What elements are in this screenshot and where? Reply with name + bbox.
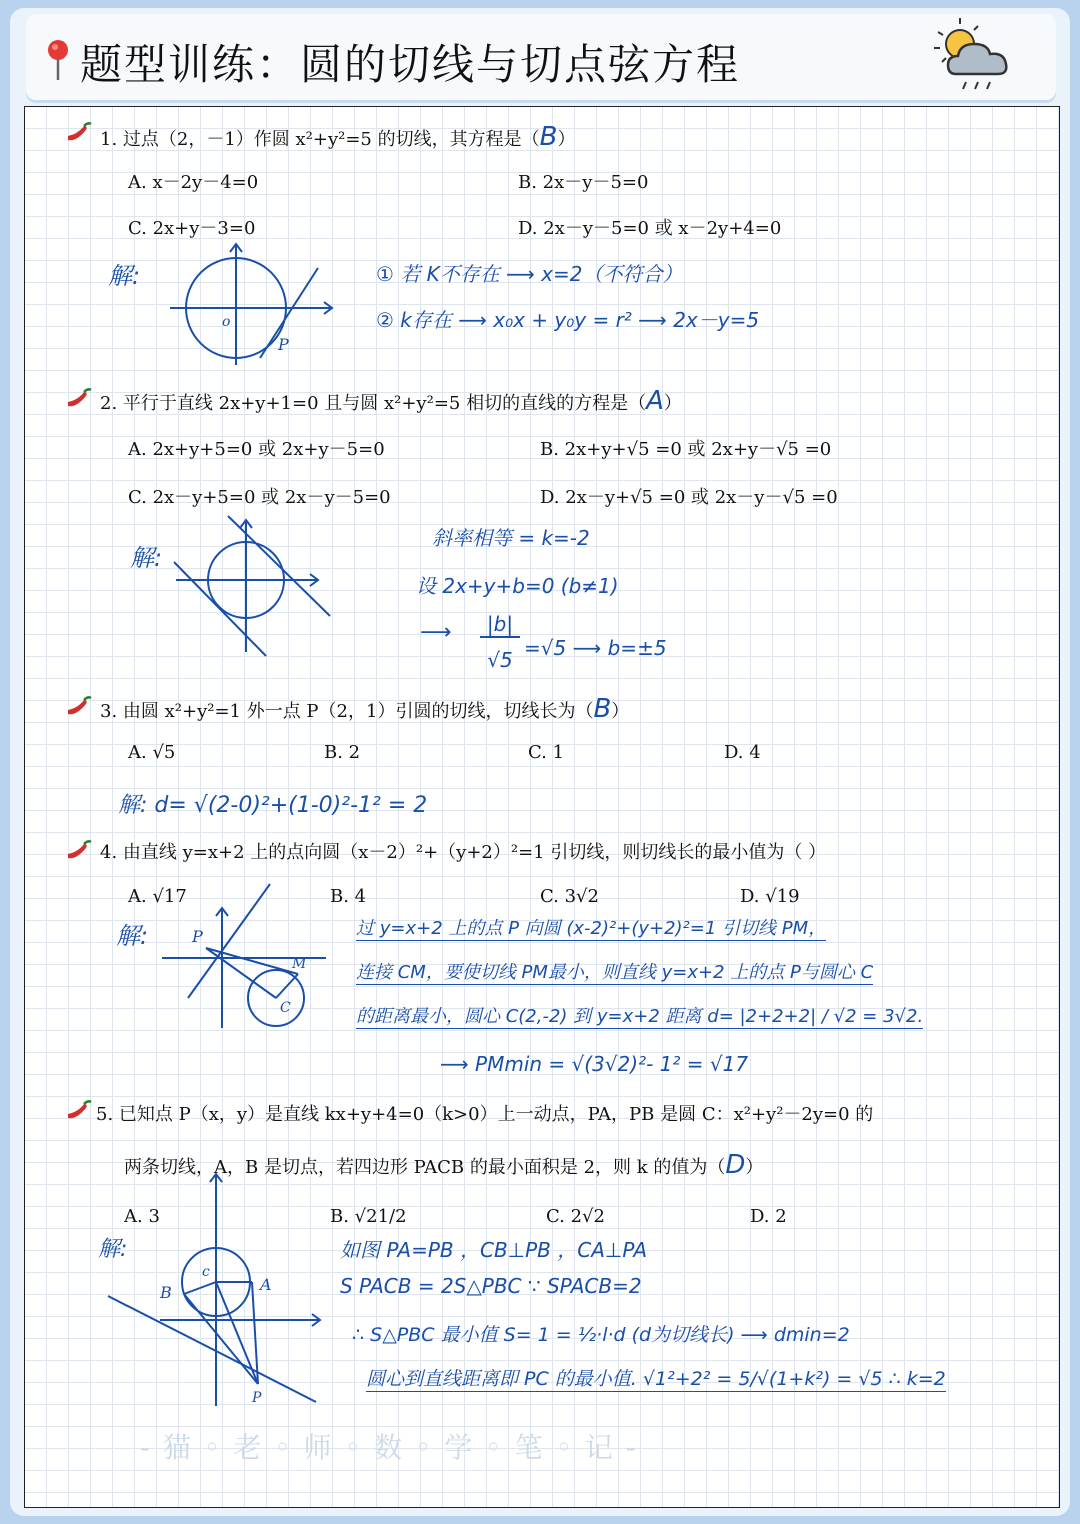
q5-solution-line2: S PACB = 2S△PBC ∵ SPACB=2 [340,1274,642,1298]
q1-point-p-label: P [278,335,289,354]
question-3 [100,694,629,724]
chili-icon [64,1100,94,1122]
page-title: 题型训练：圆的切线与切点弦方程 [80,40,741,89]
chili-icon [64,696,94,718]
watermark-footer: - 猫 ◦ 老 ◦ 师 ◦ 数 ◦ 学 ◦ 笔 ◦ 记 - [140,1431,638,1464]
question-1 [100,122,575,152]
question-3-answer: B [593,694,612,724]
chili-icon [64,122,94,144]
q2-circle-diagram [168,512,338,662]
chili-icon [64,388,94,410]
question-3-stem: 3. 由圆 x²+y²=1 外一点 P（2，1）引圆的切线，切线长为（ [100,701,594,722]
question-2-close: ） [663,393,682,414]
q5-option-c: C. 2√2 [546,1206,605,1227]
q1-solution-label: 解: [108,262,141,290]
q5-option-b: B. √21/2 [330,1206,407,1227]
q2-option-c: C. 2x－y+5=0 或 2x－y－5=0 [128,487,391,508]
question-2-stem: 2. 平行于直线 2x+y+1=0 且与圆 x²+y²=5 相切的直线的方程是（ [100,393,647,414]
question-3-close: ） [611,701,630,722]
sun-cloud-rain-icon [926,14,1026,96]
q3-option-a: A. √5 [128,742,176,763]
question-5-stem-line1: 5. 已知点 P（x，y）是直线 kx+y+4=0（k>0）上一动点，PA，PB 是圆 C：x²+y²－2y=0 的 [96,1104,874,1125]
q1-solution-line2: ② k存在 ⟶ x₀x + y₀y = r² ⟶ 2x－y=5 [376,308,760,332]
q4-solution-line2: 连接 CM，要使切线 PM最小，则直线 y=x+2 上的点 P与圆心 C [356,958,873,985]
q4-solution-line4: ⟶ PMmin = √(3√2)²- 1² = √17 [440,1052,749,1076]
q1-circle-diagram [160,240,340,370]
q4-solution-label: 解: [116,922,149,950]
q4-option-c: C. 3√2 [540,886,599,907]
q2-fraction-numerator: |b| [480,612,520,638]
q4-point-p-label: P [192,927,203,946]
q5-point-p-label: P [252,1390,262,1406]
q5-option-a: A. 3 [124,1206,160,1227]
q5-solution-line1: 如图 PA=PB ，CB⊥PB ，CA⊥PA [340,1238,648,1262]
header-bar [26,14,1056,100]
question-4: 4. 由直线 y=x+2 上的点向圆（x－2）²+（y+2）²=1 引切线，则切线长的最小值为（ ） [100,842,827,863]
q2-solution-line3: =√5 ⟶ b=±5 [524,636,667,660]
q3-solution: 解: d= √(2-0)²+(1-0)²-1² = 2 [118,793,428,818]
q1-option-c: C. 2x+y－3=0 [128,218,256,239]
q2-option-d: D. 2x－y+√5 =0 或 2x－y－√5 =0 [540,487,838,508]
q4-option-a: A. √17 [128,886,187,907]
map-pin-icon [44,38,72,82]
q5-tangent-diagram [100,1170,330,1410]
q2-solution-line2: 设 2x+y+b=0 (b≠1) [416,574,619,598]
question-5-close: ） [745,1157,764,1178]
q2-option-b: B. 2x+y+√5 =0 或 2x+y－√5 =0 [540,439,832,460]
question-2 [100,386,682,416]
question-1-answer: B [539,122,558,152]
q3-option-c: C. 1 [528,742,565,763]
q1-option-d: D. 2x－y－5=0 或 x－2y+4=0 [518,218,782,239]
question-1-close: ） [557,129,576,150]
question-2-answer: A [646,386,664,416]
q2-arrow: ⟶ [420,620,452,645]
question-5-stem-line2: 两条切线，A，B 是切点，若四边形 PACB 的最小面积是 2，则 k 的值为（ [124,1157,726,1178]
question-5-answer: D [725,1150,746,1180]
q1-origin-label: o [222,314,231,330]
q5-point-c-label: c [202,1264,210,1280]
q5-point-b-label: B [160,1283,172,1302]
q3-option-b: B. 2 [324,742,361,763]
q4-tangent-diagram [158,880,338,1030]
q1-solution-line1: ① 若 K不存在 ⟶ x=2（不符合） [376,262,683,286]
q3-option-d: D. 4 [724,742,761,763]
q2-fraction-denominator: √5 [487,648,513,672]
q5-solution-line4: 圆心到直线距离即 PC 的最小值. √1²+2² = 5/√(1+k²) = √5 ∴ k=2 [366,1364,946,1392]
q2-solution-label: 解: [130,544,163,572]
q4-point-c-label: C [280,1000,291,1016]
q4-solution-line1: 过 y=x+2 上的点 P 向圆 (x-2)²+(y+2)²=1 引切线 PM， [356,914,826,941]
q4-solution-line3: 的距离最小，圆心 C(2,-2) 到 y=x+2 距离 d= |2+2+2| / √2 = 3√2. [356,1002,923,1029]
q5-option-d: D. 2 [750,1206,787,1227]
q5-solution-line3: ∴ S△PBC 最小值 S= 1 = ½·l·d (d为切线长) ⟶ dmin=2 [352,1324,850,1346]
q5-solution-label: 解: [98,1237,128,1262]
q2-option-a: A. 2x+y+5=0 或 2x+y－5=0 [128,439,385,460]
q5-point-a-label: A [260,1275,272,1294]
q4-option-d: D. √19 [740,886,800,907]
chili-icon [64,840,94,862]
q4-point-m-label: M [292,956,307,972]
q4-option-b: B. 4 [330,886,367,907]
q1-option-a: A. x－2y－4=0 [128,172,259,193]
question-1-stem: 1. 过点（2，－1）作圆 x²+y²=5 的切线，其方程是（ [100,129,540,150]
q2-solution-line1: 斜率相等 = k=-2 [432,526,590,550]
q1-option-b: B. 2x－y－5=0 [518,172,649,193]
